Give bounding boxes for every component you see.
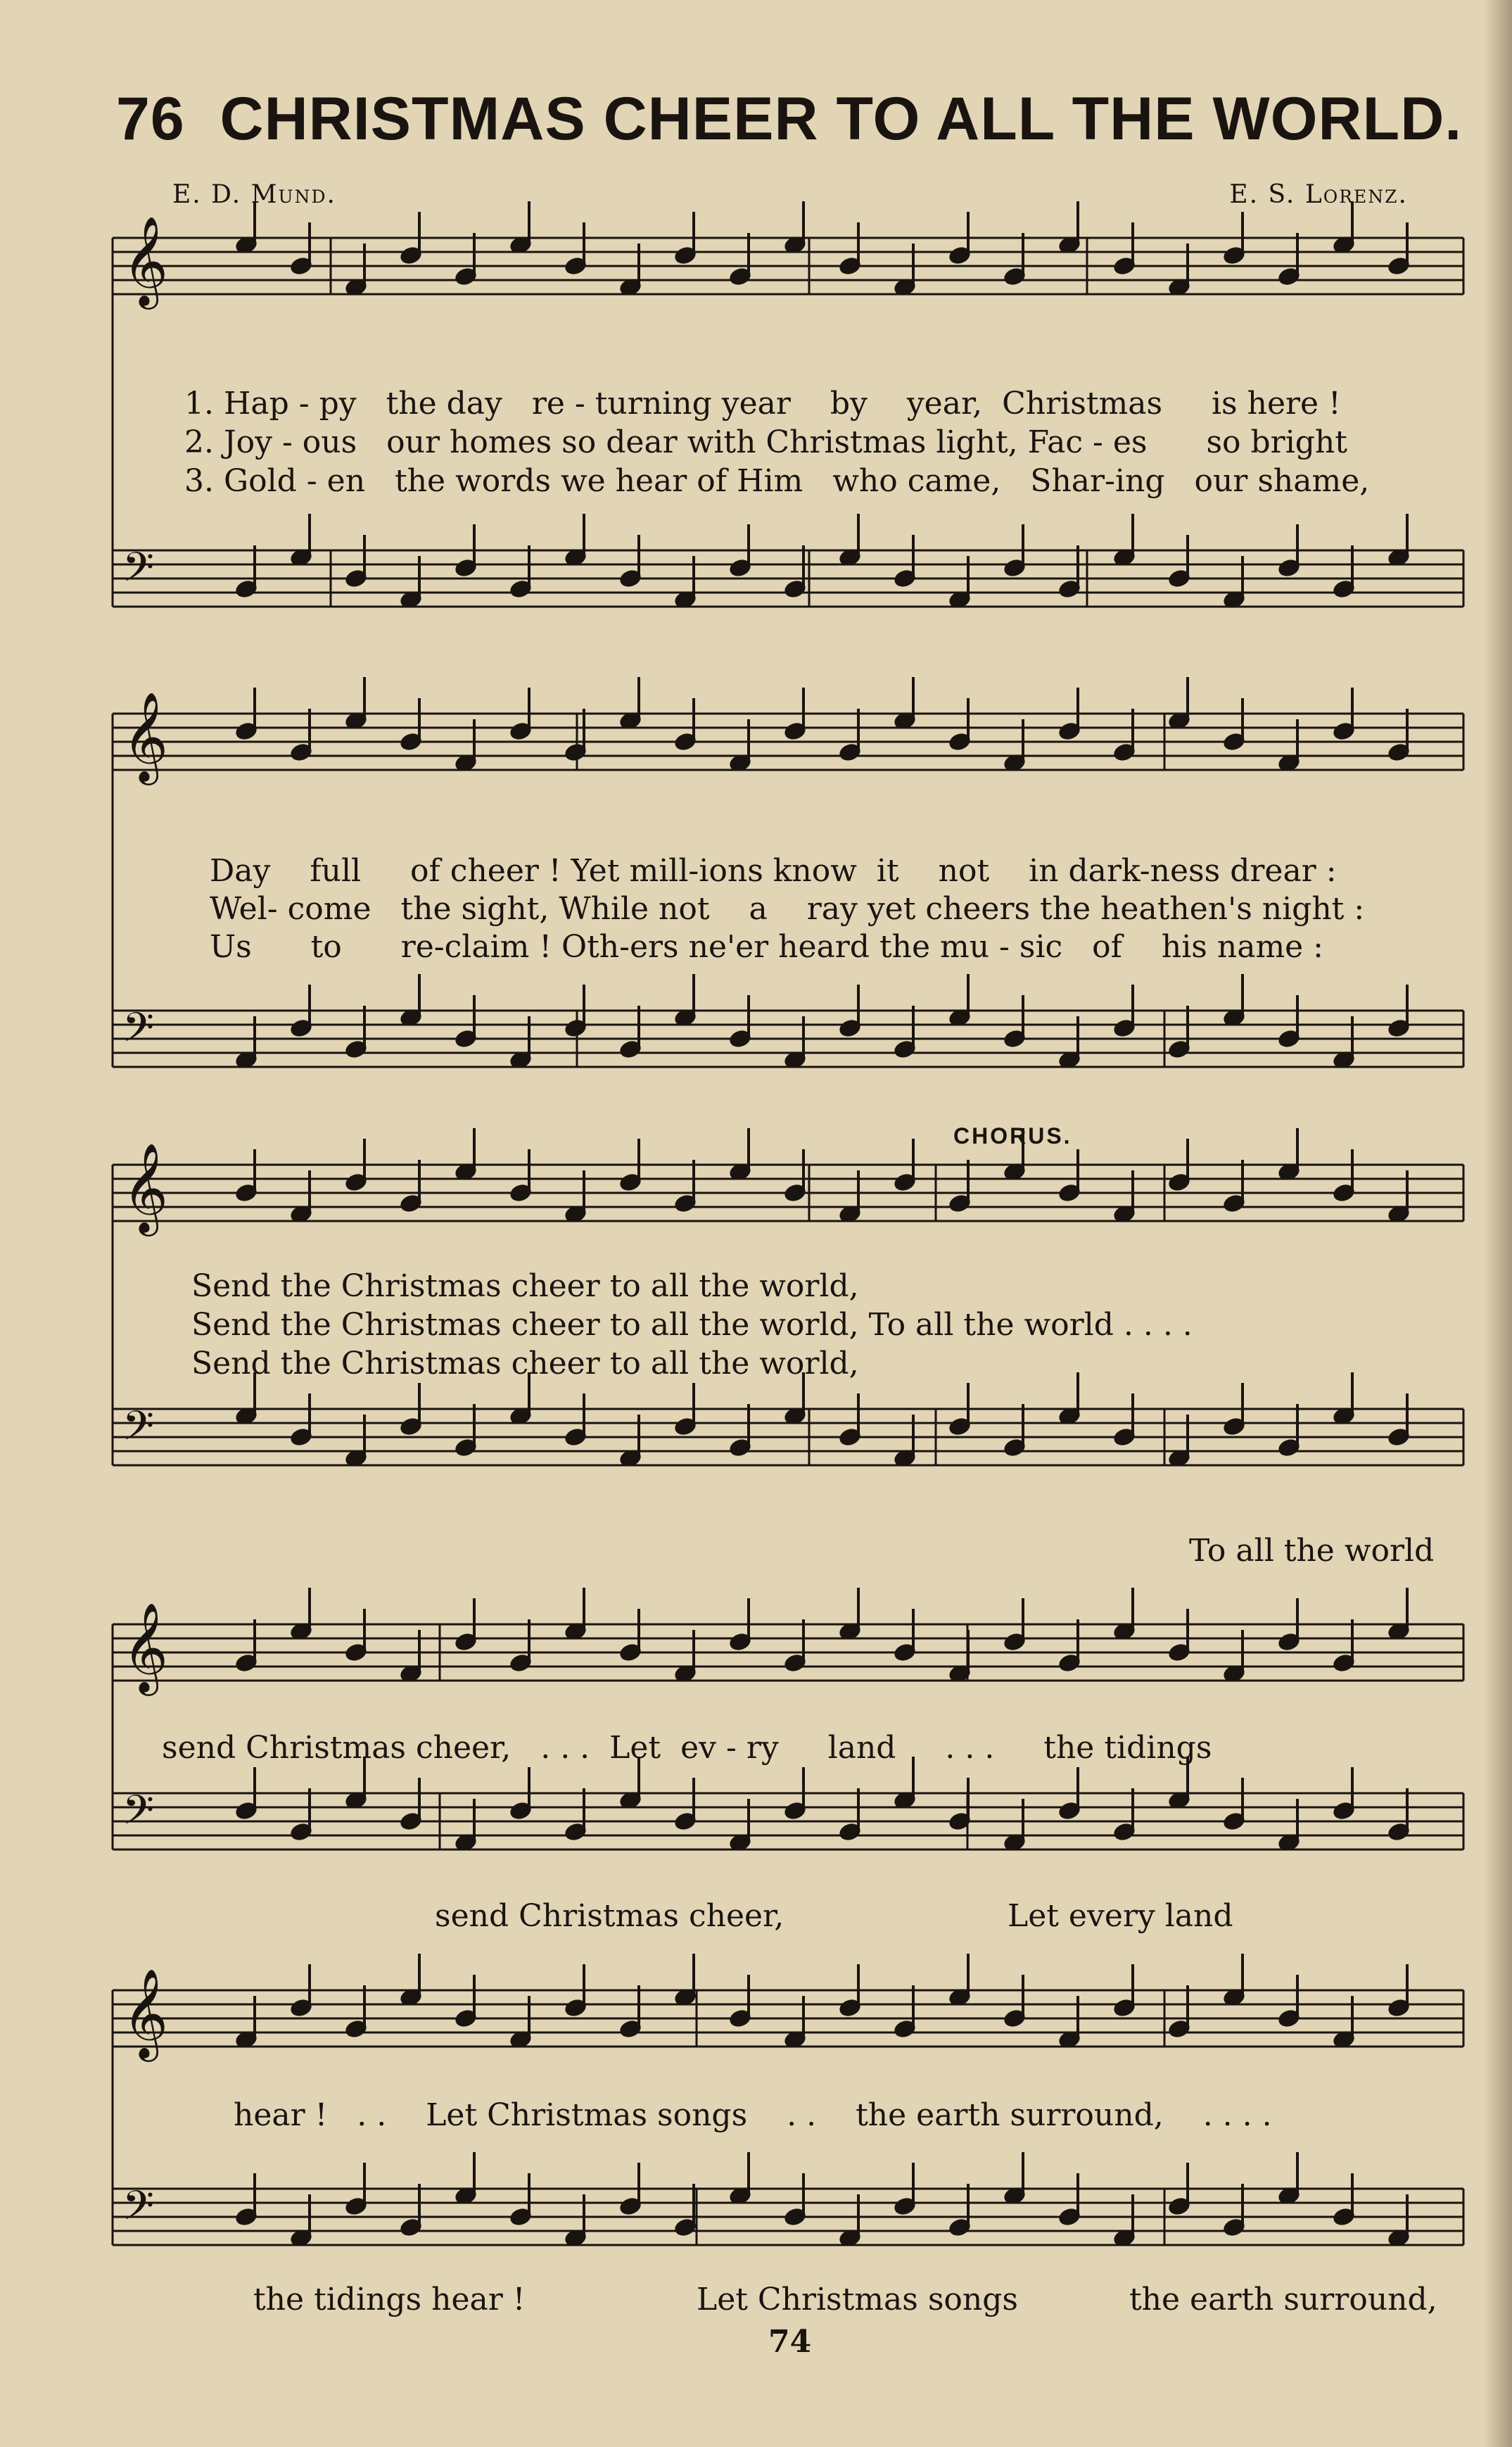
lyric-word: of (1092, 929, 1122, 965)
page-edge-shadow (1484, 0, 1512, 2447)
chorus-label: CHORUS. (953, 1123, 1072, 1149)
staff-lines (113, 215, 1463, 2245)
lyric-word: 2. Joy - ous (184, 424, 357, 460)
bass-clef-icon: 𝄢 (122, 1004, 155, 1061)
lyric-word: who came, (832, 463, 1001, 499)
bass-clef-icon: 𝄢 (122, 1786, 155, 1844)
lyric-word: it (876, 853, 899, 889)
verse2-line1 (184, 424, 1347, 460)
page-number: 74 (768, 2324, 812, 2360)
lyric-word: full (310, 853, 362, 889)
bass-clef-icon: 𝄢 (122, 543, 155, 601)
lyric-word: hear ! (234, 2097, 328, 2133)
lyric-word: not (938, 853, 990, 889)
chorus-line2: Send the Christmas cheer to all the world, To all the world . . . . (191, 1307, 1193, 1343)
lyric-word: the day (386, 386, 502, 422)
treble-clef-icon: 𝄞 (122, 1968, 169, 2058)
bass-lyric: the tidings hear ! (253, 2282, 526, 2318)
treble-clef-icon: 𝄞 (122, 1602, 169, 1692)
verse2-line2 (210, 891, 1364, 927)
lyric-word: Shar-ing (1030, 463, 1165, 499)
lyric-word: our shame, (1194, 463, 1370, 499)
lyric-word: the sight, While not (400, 891, 710, 927)
note-glyphs (236, 201, 1410, 2247)
hymn-number: 76 (116, 85, 185, 153)
lyric-word: Us (210, 929, 252, 965)
lyric-word: 1. Hap - py (184, 386, 357, 422)
verse1-line1 (184, 386, 1341, 422)
lyric-word: year, (906, 386, 983, 422)
lyric-word: . . . . (1202, 2097, 1272, 2133)
lyric-word: Let Christmas songs (426, 2097, 748, 2133)
lyric-word: land (827, 1730, 896, 1766)
lyric-word: by (830, 386, 868, 422)
lyric-word: the words we hear of Him (395, 463, 803, 499)
treble-lyric-line (234, 2097, 1272, 2133)
treble-clef-icon: 𝄞 (122, 1142, 169, 1232)
lyric-word: . . . (540, 1730, 590, 1766)
lyric-word: ray yet cheers the heathen's night : (806, 891, 1365, 927)
lyricist-credit: E. D. Mund. (172, 180, 336, 209)
chorus-line1: Send the Christmas cheer to all the world, (191, 1268, 859, 1304)
lyric-word: send Christmas cheer, (162, 1730, 512, 1766)
lyric-word: the tidings (1043, 1730, 1212, 1766)
lyric-word: to (310, 929, 342, 965)
lyric-word: the earth surround, (856, 2097, 1164, 2133)
bass-lyric: send Christmas cheer, (435, 1898, 784, 1934)
lyric-word: his name : (1161, 929, 1324, 965)
bass-lyric: Let every land (1008, 1898, 1233, 1934)
bass-clef-icon: 𝄢 (122, 2182, 155, 2239)
composer-credit: E. S. Lorenz. (1229, 180, 1408, 209)
lyric-word: re - turning year (531, 386, 791, 422)
bass-clef-icon: 𝄢 (122, 1402, 155, 1460)
lyric-word: Day (210, 853, 271, 889)
lyric-word: so bright (1206, 424, 1347, 460)
verse3-line2 (210, 929, 1323, 965)
chorus-line3: Send the Christmas cheer to all the world, (191, 1346, 859, 1381)
treble-clef-icon: 𝄞 (122, 691, 169, 781)
lyric-word: . . . (945, 1730, 995, 1766)
lyric-word: ev - ry (680, 1730, 779, 1766)
lyric-word: of cheer ! Yet mill-ions know (410, 853, 857, 889)
lyric-word: in dark-ness drear : (1029, 853, 1337, 889)
lyric-word: a (749, 891, 768, 927)
verse3-line1 (184, 463, 1369, 499)
lyric-word: re-claim ! Oth-ers ne'er heard the mu - sic (400, 929, 1063, 965)
lyric-word: our homes so dear with Christmas light, Fac - es (386, 424, 1148, 460)
verse1-line2 (210, 853, 1337, 889)
bass-lyric: To all the world (1189, 1533, 1435, 1569)
treble-clef-icon: 𝄞 (122, 215, 169, 305)
lyric-word: . . (357, 2097, 387, 2133)
lyric-word: 3. Gold - en (184, 463, 366, 499)
lyric-word: Let (609, 1730, 661, 1766)
bass-lyric: Let Christmas songs (697, 2282, 1018, 2318)
lyric-word: Christmas (1002, 386, 1163, 422)
bass-lyric: the earth surround, (1129, 2282, 1437, 2318)
hymn-title-text: CHRISTMAS CHEER TO ALL THE WORLD. (220, 85, 1463, 153)
lyric-word: Wel- come (210, 891, 371, 927)
treble-lyric-line (162, 1730, 1212, 1766)
lyric-word: . . (787, 2097, 817, 2133)
lyric-word: is here ! (1211, 386, 1341, 422)
